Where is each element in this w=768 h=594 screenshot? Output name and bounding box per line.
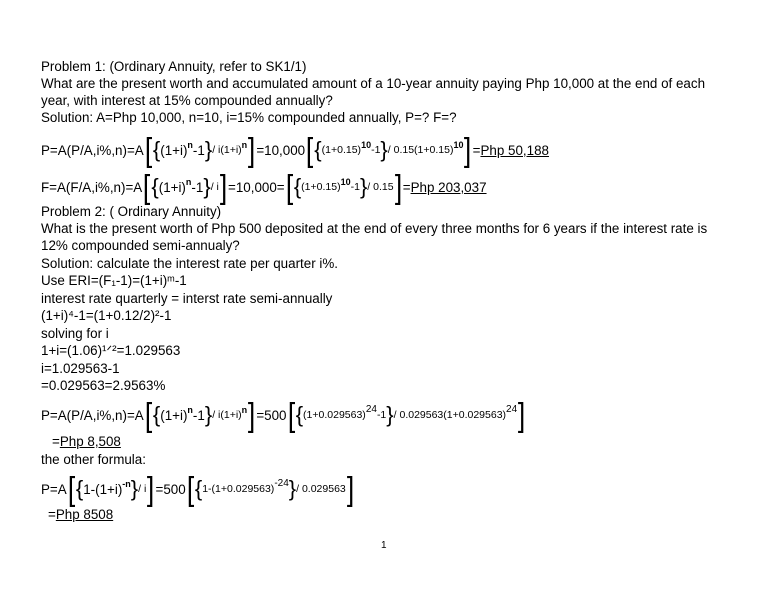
page-number: 1	[381, 540, 387, 551]
p2-step4: =0.029563=2.9563%	[41, 378, 166, 393]
p2-step3: i=1.029563-1	[41, 361, 120, 376]
p1-present-worth-result: Php 50,188	[480, 142, 549, 158]
p2-solution: Solution: calculate the interest rate per quarter i%.	[41, 256, 338, 271]
p2-question-line1: What is the present worth of Php 500 deposited at the end of every three months for 6 years if the interest rate is	[41, 221, 708, 236]
p1-title: Problem 1: (Ordinary Annuity, refer to SK1/1)	[41, 59, 307, 74]
p2-title: Problem 2: ( Ordinary Annuity)	[41, 204, 222, 219]
p2-step2: 1+i=(1.06)¹ᐟ²=1.029563	[41, 343, 181, 358]
p2-other-formula: the other formula:	[41, 452, 146, 467]
p2-question-line2: 12% compounded semi-annualy?	[41, 238, 240, 253]
p2-solving: solving for i	[41, 326, 109, 341]
p2-interest-equivalence: interest rate quarterly = interst rate semi-annually	[41, 291, 333, 306]
p2-eq-present-worth: P=A(P/A,i%,n)=A [ { (1+i) n -1 } / i(1+i) n ] =500 [ { (1+0.029563) 24 -1 } / 0.029563(1+0.029563) 24 ]	[41, 396, 526, 433]
p2-result2: =Php 8508	[48, 507, 114, 522]
p2-eq-other: P=A [ { 1-(1+i) -n } / i ] =500 [ { 1-(1+0.029563) -24 } / 0.029563 ]	[41, 470, 355, 507]
p1-question-line2: year, with interest at 15% compounded annually?	[41, 93, 333, 108]
p1-eq-future-worth: F=A(F/A,i%,n)=A [ { (1+i) n -1 } / i ] =10,000= [ { (1+0.15) 10 -1 } / 0.15 ] = Php 203,037	[41, 168, 487, 205]
p1-future-worth-result: Php 203,037	[410, 179, 487, 195]
p1-question-line1: What are the present worth and accumulated amount of a 10-year annuity paying Php 10,000 at the end of each	[41, 76, 706, 91]
p2-eri: Use ERI=(F₁-1)=(1+i)ᵐ-1	[41, 273, 187, 288]
p1-solution: Solution: A=Php 10,000, n=10, i=15% compounded annually, P=? F=?	[41, 110, 457, 125]
p2-result1: =Php 8,508	[52, 434, 121, 449]
p2-step1: (1+i)⁴-1=(1+0.12/2)²-1	[41, 308, 172, 323]
p1-eq-present-worth: P=A(P/A,i%,n)=A [ { (1+i) n -1 } / i(1+i) n ] =10,000 [ { (1+0.15) 10 -1 } / 0.15(1+0.15) 10 ] = Php 50,188	[41, 131, 549, 168]
